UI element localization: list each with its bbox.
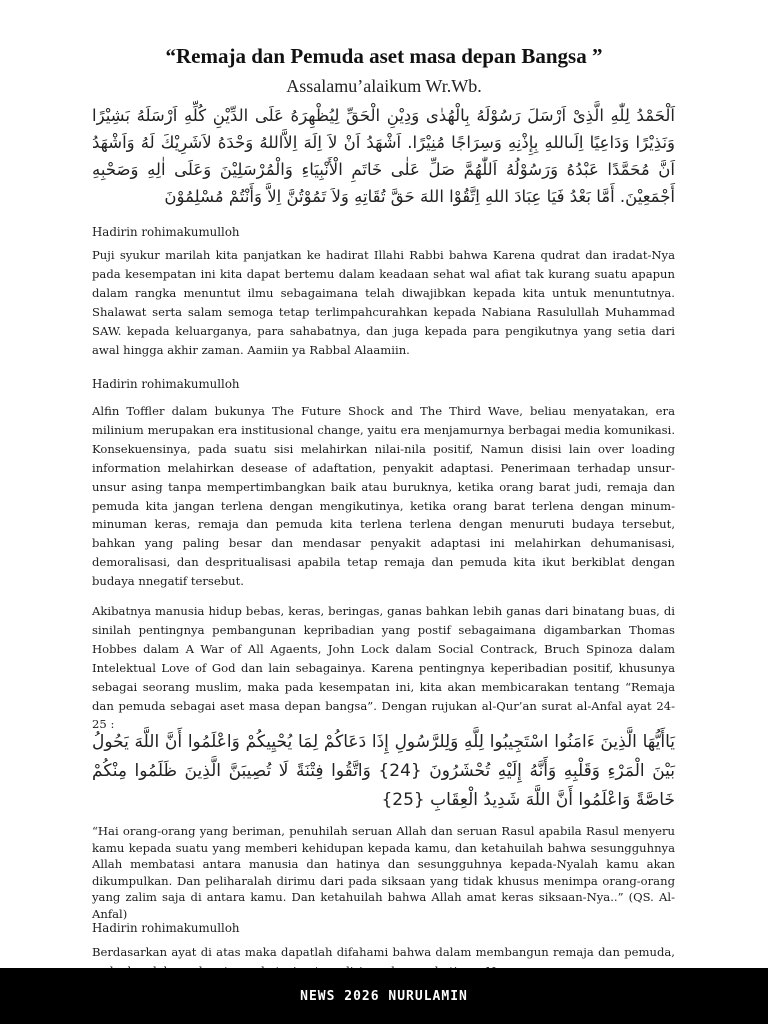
paragraph-berdasarkan: Berdasarkan ayat di atas maka dapatlah difahami bahwa dalam membangun remaja dan pemuda, (92, 945, 675, 959)
paragraph-toffler: Alfin Toffler dalam bukunya The Future Shock and The Third Wave, beliau menyatakan, era milinium merupakan era institusional change, yaitu era menjamurnya berbagai media komunikasi. Konsekuensinya, pada suatu sisi melahirkan nilai-nila positif, Namun disisi lain over loading information melahirkan desease of adaftation, penyakit adaptasi. Penerimaan terhadap unsur-unsur asing tanpa mempertimbangkan baik atau buruknya, ketika orang barat judi, remaja dan pemuda kita jangan terlena dengan mengikutinya, ketika orang barat terlena dengan minum-minuman keras, remaja dan pemuda kita terlena terlena dengan menuruti budaya tersebut, bahkan yang paling besar dan mendasar penyakit adaptasi ini melahirkan dehumanisasi, demoralisasi, dan despritualisasi apabila tetap remaja dan pemuda kita ikut berkiblat dengan budaya nnegatif tersebut. (92, 404, 675, 589)
footer-bar (0, 968, 768, 1024)
section-heading-1: Hadirin rohimakumulloh (92, 225, 240, 239)
greeting: Assalamu’alaikum Wr.Wb. (286, 76, 482, 96)
paragraph-akibatnya: Akibatnya manusia hidup bebas, keras, beringas, ganas bahkan lebih ganas dari binatang buas, di sinilah pentingnya pembangunan kepribadian yang postif sebagaimana digambarkan Thomas Hobbes dalam A War of All Agaents, John Lock dalam Social Contrack, Bruch Spinoza dalam Intelektual Love of God dan lain sebagainya. Karena pentingnya keperibadian positif, khusunya sebagai seorang muslim, maka pada kesempatan ini, kita akan membicarakan tentang “Remaja dan pemuda sebagai aset masa depan bangsa”. Dengan rujukan al-Qur’an surat al-Anfal ayat 24-25 : (92, 604, 675, 732)
footer-text: NEWS 2026 NURULAMIN (300, 988, 468, 1004)
section-heading-2: Hadirin rohimakumulloh (92, 377, 240, 391)
arabic-opening-prayer: اَلْحَمْدُ لِلّٰهِ الَّذِىْ اَرْسَلَ رَسُوْلَهُ بِالْهُدٰى وَدِيْنِ الْحَقِّ لِيُظْهِرَهُ عَلَى الدِّيْنِ كُلِّهِ اَرْسَلَهُ بَشِيْرًا وَنَذِيْرًا وَدَاعِيًا اِلَىاللهِ بِإِذْنِهِ وَسِرَاجًا مُنِيْرًا. اَشْهَدُ اَنْ لاَ اِلَهَ اِلاَّاللهُ وَحْدَهُ لاَشَرِيْكَ لَهُ وَاَشْهَدُ اَنَّ مُحَمَّدًا عَبْدُهُ وَرَسُوْلُهُ اَللّٰهُمَّ صَلِّ عَلٰى خَاتَمِ الْأَنْبِيَاءِ وَالْمُرْسَلِيْنَ وَعَلَى اٰلِهِ وَصَحْبِهِ أَجْمَعِيْنَ. أَمَّا بَعْدُ فَيَا عِبَادَ اللهِ اِتَّقُوْا اللهَ حَقَّ تُقَاتِهِ وَلاَ تَمُوْتُنَّ اِلاَّ وَأَنْتُمْ مُسْلِمُوْنَ (92, 106, 675, 206)
arabic-quran-verse: يَاأَيُّهَا الَّذِينَ ءَامَنُوا اسْتَجِيبُوا لِلَّهِ وَلِلرَّسُولِ إِذَا دَعَاكُمْ لِمَا يُحْيِيكُمْ وَاعْلَمُوا أَنَّ اللَّهَ يَحُولُ بَيْنَ الْمَرْءِ وَقَلْبِهِ وَأَنَّهُ إِلَيْهِ تُحْشَرُونَ {24} وَاتَّقُوا فِتْنَةً لَا تُصِيبَنَّ الَّذِينَ ظَلَمُوا مِنْكُمْ خَاصَّةً وَاعْلَمُوا أَنَّ اللَّهَ شَدِيدُ الْعِقَابِ {25} (92, 732, 675, 810)
section-heading-3: Hadirin rohimakumulloh (92, 921, 240, 935)
verse-translation: “Hai orang-orang yang beriman, penuhilah seruan Allah dan seruan Rasul apabila Rasul menyeru kamu kepada suatu yang memberi kehidupan kepada kamu, dan ketahuilah bahwa sesungguhnya Allah membatasi antara manusia dan hatinya dan sesungguhnya kepada-Nyalah kamu akan dikumpulkan. Dan peliharalah dirimu dari pada siksaan yang tidak khusus menimpa orang-orang yang zalim saja di antara kamu. Dan ketahuilah bahwa Allah amat keras siksaan-Nya..” (QS. Al-Anfal) (92, 824, 675, 921)
page-title: “Remaja dan Pemuda aset masa depan Bangsa ” (165, 44, 603, 68)
paragraph-opening: Puji syukur marilah kita panjatkan ke hadirat Illahi Rabbi bahwa Karena qudrat dan iradat-Nya pada kesempatan ini kita dapat bertemu dalam keadaan sehat wal afiat tak kurang suatu apapun dalam rangka menuntut ilmu sebagaimana telah diwajibkan kepada kita untuk menuntutnya. Shalawat serta salam semoga tetap terlimpahcurahkan kepada Nabiana Rasulullah Muhammad SAW. kepada keluarganya, para sahabatnya, dan juga kepada para pengikutnya yang setia dari awal hingga akhir zaman. Aamiin ya Rabbal Alaamiin. (92, 248, 675, 357)
